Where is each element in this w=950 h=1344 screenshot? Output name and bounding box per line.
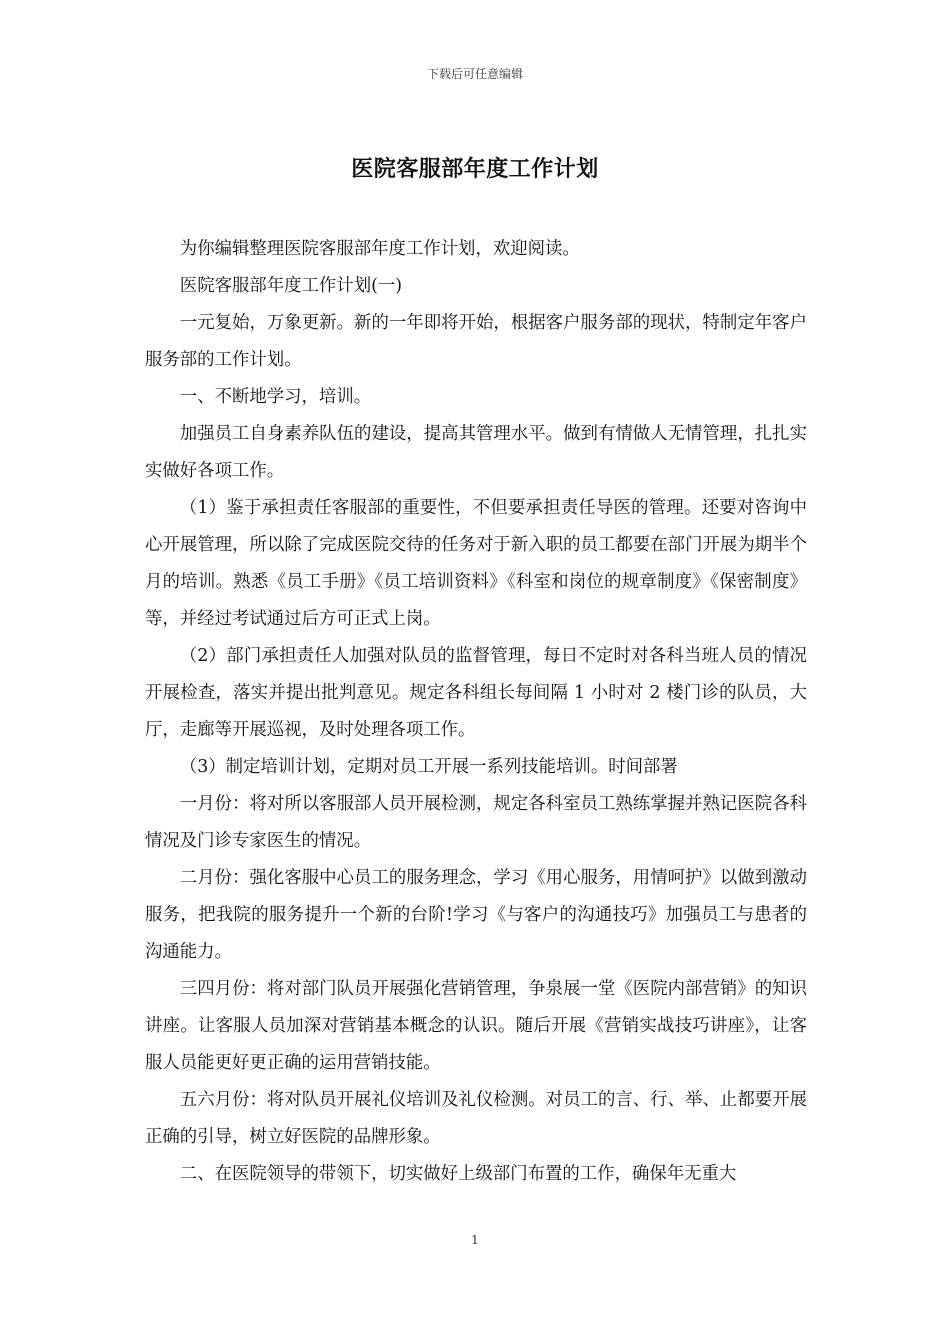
paragraph-item-2: （2）部门承担责任人加强对队员的监督管理，每日不定时对各科当班人员的情况开展检查，落实并提出批判意见。规定各科组长每间隔 1 小时对 2 楼门诊的队员，大厅，走廊等开展巡视，及时处理各项工作。 <box>145 646 807 740</box>
paragraph-item-1: （1）鉴于承担责任客服部的重要性，不但要承担责任导医的管理。还要对咨询中心开展管理，所以除了完成医院交待的任务对于新入职的员工都要在部门开展为期半个月的培训。熟悉《员工手册》《员工培训资料》《科室和岗位的规章制度》《保密制度》等，并经过考试通过后方可正式上岗。 <box>145 498 807 629</box>
paragraph-subtitle: 医院客服部年度工作计划(一) <box>179 276 403 296</box>
paragraph-team-building: 加强员工自身素养队伍的建设，提高其管理水平。做到有情做人无情管理，扎扎实实做好各项工作。 <box>145 424 807 481</box>
paragraph-may-june: 五六月份：将对队员开展礼仪培训及礼仪检测。对员工的言、行、举、止都要开展正确的引导，树立好医院的品牌形象。 <box>145 1090 807 1147</box>
section-heading-2: 二、在医院领导的带领下，切实做好上级部门布置的工作，确保年无重大 <box>179 1164 737 1184</box>
paragraph-item-3: （3）制定培训计划，定期对员工开展一系列技能培训。时间部署 <box>179 757 678 777</box>
page-header-note: 下载后可任意编辑 <box>426 67 523 81</box>
document-body <box>145 231 807 1193</box>
paragraph-january: 一月份：将对所以客服部人员开展检测，规定各科室员工熟练掌握并熟记医院各科情况及门诊专家医生的情况。 <box>145 794 807 851</box>
paragraph-march-april: 三四月份：将对部门队员开展强化营销管理，争泉展一堂《医院内部营销》的知识讲座。让客服人员加深对营销基本概念的认识。随后开展《营销实战技巧讲座》，让客服人员能更好更正确的运用营销技能。 <box>145 979 807 1073</box>
document-title: 医院客服部年度工作计划 <box>351 156 599 182</box>
section-heading-1: 一、不断地学习，培训。 <box>179 387 372 407</box>
paragraph-opening: 一元复始，万象更新。新的一年即将开始，根据客户服务部的现状，特制定年客户服务部的工作计划。 <box>145 313 807 370</box>
paragraph-february: 二月份：强化客服中心员工的服务理念，学习《用心服务，用情呵护》以做到激动服务，把我院的服务提升一个新的台阶!学习《与客户的沟通技巧》加强员工与患者的沟通能力。 <box>145 868 807 962</box>
paragraph-intro: 为你编辑整理医院客服部年度工作计划，欢迎阅读。 <box>179 239 580 259</box>
page-number: 1 <box>471 1233 479 1247</box>
